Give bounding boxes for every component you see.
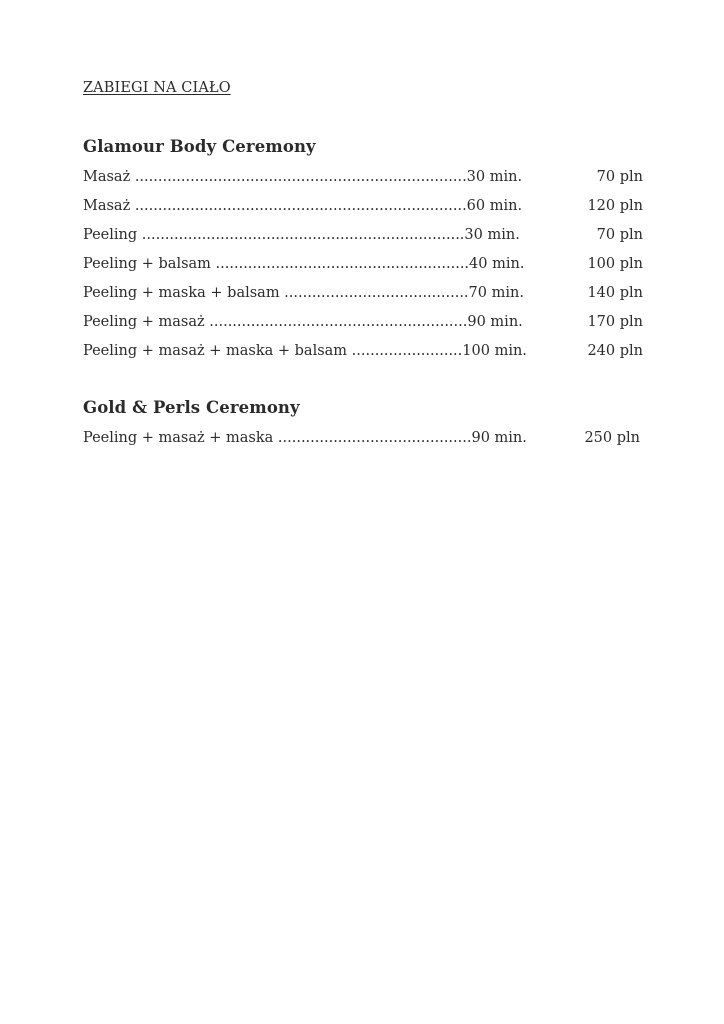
treatment-line: Peeling + masaż + maska ..........................................90 min. xyxy=(83,430,527,446)
page-heading: ZABIEGI NA CIAŁO xyxy=(83,80,231,96)
list-item xyxy=(83,340,643,362)
treatment-line: Masaż ........................................................................30 min. xyxy=(83,169,523,185)
list-item xyxy=(83,427,643,449)
treatment-price: 70 pln xyxy=(596,227,643,243)
treatment-price: 70 pln xyxy=(596,169,643,185)
treatment-price: 240 pln xyxy=(587,343,643,359)
treatment-line: Masaż ........................................................................60 min. xyxy=(83,198,523,214)
treatment-line: Peeling + masaż ........................................................90 min. xyxy=(83,314,523,330)
section-title-gold-perls-ceremony: Gold & Perls Ceremony xyxy=(83,398,300,417)
treatment-line: Peeling ......................................................................30 min. xyxy=(83,227,520,243)
section-title-glamour-body-ceremony: Glamour Body Ceremony xyxy=(83,137,316,156)
treatment-price: 120 pln xyxy=(587,198,643,214)
treatment-price: 170 pln xyxy=(587,314,643,330)
treatment-line: Peeling + masaż + maska + balsam ........................100 min. xyxy=(83,343,527,359)
list-item xyxy=(83,253,643,275)
list-item xyxy=(83,166,643,188)
list-item xyxy=(83,224,643,246)
treatment-price: 250 pln xyxy=(584,430,640,446)
treatment-line: Peeling + maska + balsam ........................................70 min. xyxy=(83,285,524,301)
treatment-price: 100 pln xyxy=(587,256,643,272)
treatment-line: Peeling + balsam .......................................................40 min. xyxy=(83,256,525,272)
list-item xyxy=(83,311,643,333)
list-item xyxy=(83,282,643,304)
list-item xyxy=(83,195,643,217)
treatment-price: 140 pln xyxy=(587,285,643,301)
